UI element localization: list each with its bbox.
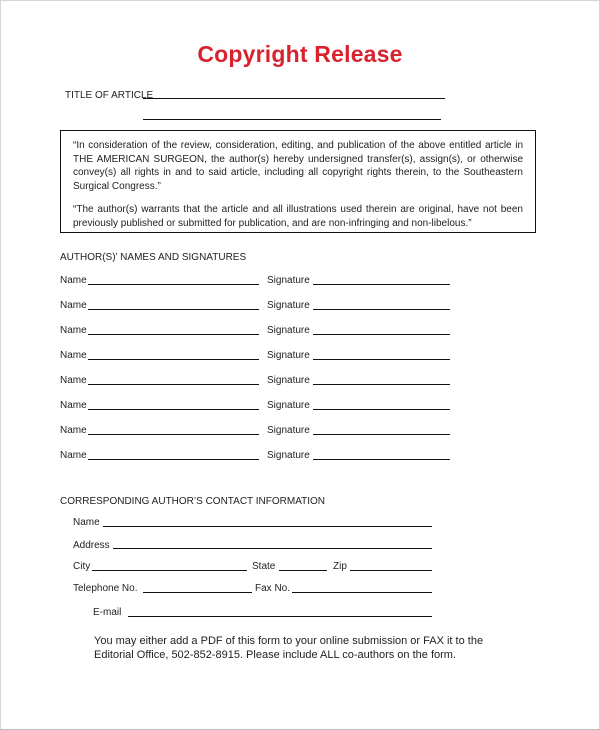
author-name-label: Name bbox=[60, 425, 87, 436]
authors-section-heading: AUTHOR(S)’ NAMES AND SIGNATURES bbox=[60, 252, 247, 263]
release-statement-paragraph-2: “The author(s) warrants that the article and all illustrations used therein are original, have not been previously published or submitted for publication, and are non-infringing and non-libelous.” bbox=[73, 204, 523, 229]
author-signature-label: Signature bbox=[267, 450, 310, 461]
author-name-label: Name bbox=[60, 325, 87, 336]
submission-note: You may either add a PDF of this form to your online submission or FAX it to the Editorial Office, 502-852-8915. Please include ALL co-authors on the form. bbox=[94, 635, 484, 661]
contact-zip-line[interactable] bbox=[350, 570, 432, 571]
contact-telephone-label: Telephone No. bbox=[73, 583, 138, 594]
title-of-article-line-2[interactable] bbox=[143, 119, 441, 120]
author-name-line[interactable] bbox=[88, 459, 259, 460]
contact-name-label: Name bbox=[73, 517, 100, 528]
contact-section-heading: CORRESPONDING AUTHOR’S CONTACT INFORMATION bbox=[60, 496, 326, 507]
author-signature-line[interactable] bbox=[313, 359, 450, 360]
author-signature-line[interactable] bbox=[313, 384, 450, 385]
release-statement-paragraph-1: “In consideration of the review, consideration, editing, and publication of the above entitled article in THE AMERICAN SURGEON, the author(s) hereby undersigned transfer(s), assign(s), or otherwise convey(s) all rights in and to said article, including all copyright rights therein, to the Southeastern Surgical Congress.” bbox=[73, 140, 523, 192]
author-name-line[interactable] bbox=[88, 409, 259, 410]
author-signature-label: Signature bbox=[267, 275, 310, 286]
author-signature-line[interactable] bbox=[313, 409, 450, 410]
contact-state-label: State bbox=[252, 561, 276, 572]
author-name-line[interactable] bbox=[88, 384, 259, 385]
author-signature-label: Signature bbox=[267, 325, 310, 336]
title-of-article-line-1[interactable] bbox=[143, 98, 445, 99]
contact-address-line[interactable] bbox=[113, 548, 432, 549]
author-signature-line[interactable] bbox=[313, 434, 450, 435]
contact-email-line[interactable] bbox=[128, 616, 432, 617]
contact-city-line[interactable] bbox=[92, 570, 247, 571]
author-name-label: Name bbox=[60, 450, 87, 461]
contact-name-line[interactable] bbox=[103, 526, 432, 527]
author-signature-label: Signature bbox=[267, 300, 310, 311]
author-signature-label: Signature bbox=[267, 425, 310, 436]
author-signature-line[interactable] bbox=[313, 334, 450, 335]
author-signature-label: Signature bbox=[267, 375, 310, 386]
author-name-label: Name bbox=[60, 400, 87, 411]
contact-state-line[interactable] bbox=[279, 570, 327, 571]
contact-zip-label: Zip bbox=[333, 561, 347, 572]
author-name-line[interactable] bbox=[88, 284, 259, 285]
release-statement-box bbox=[60, 130, 536, 233]
contact-fax-line[interactable] bbox=[292, 592, 432, 593]
author-name-label: Name bbox=[60, 300, 87, 311]
author-name-line[interactable] bbox=[88, 434, 259, 435]
contact-email-label: E-mail bbox=[93, 607, 122, 618]
author-signature-line[interactable] bbox=[313, 309, 450, 310]
author-name-label: Name bbox=[60, 375, 87, 386]
author-name-label: Name bbox=[60, 350, 87, 361]
contact-fax-label: Fax No. bbox=[255, 583, 291, 594]
author-signature-line[interactable] bbox=[313, 284, 450, 285]
author-name-line[interactable] bbox=[88, 359, 259, 360]
contact-city-label: City bbox=[73, 561, 91, 572]
title-of-article-label: TITLE OF ARTICLE bbox=[65, 90, 154, 101]
author-name-line[interactable] bbox=[88, 334, 259, 335]
contact-telephone-line[interactable] bbox=[143, 592, 252, 593]
author-signature-label: Signature bbox=[267, 350, 310, 361]
contact-address-label: Address bbox=[73, 540, 110, 551]
document-title: Copyright Release bbox=[197, 41, 403, 67]
author-signature-label: Signature bbox=[267, 400, 310, 411]
author-signature-line[interactable] bbox=[313, 459, 450, 460]
author-name-label: Name bbox=[60, 275, 87, 286]
author-name-line[interactable] bbox=[88, 309, 259, 310]
